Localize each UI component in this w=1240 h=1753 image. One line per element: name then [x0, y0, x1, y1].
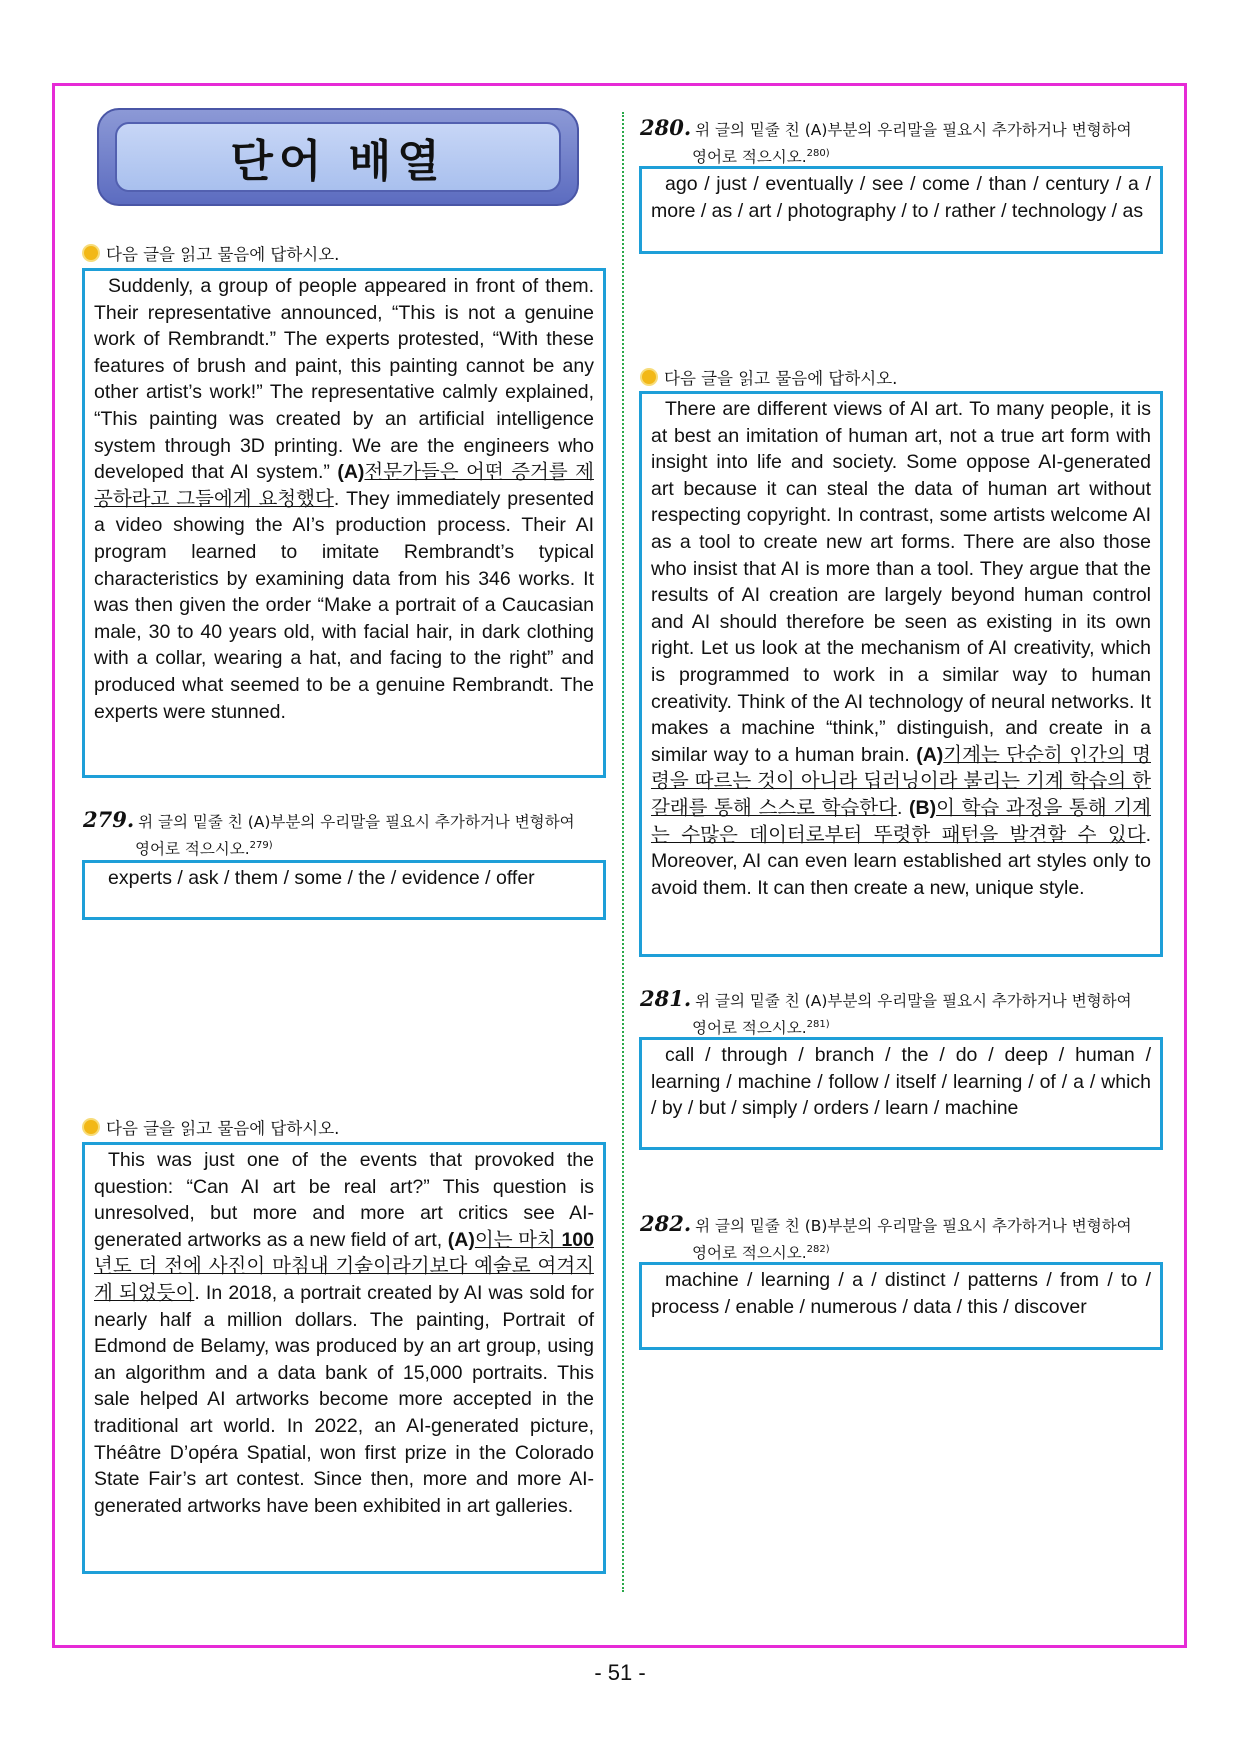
footnote-mark: 279) [249, 840, 273, 851]
passage-3-text-end: . Moreover, AI can even learn established art styles only to avoid them. It can then create a new, unique style. [651, 823, 1151, 899]
question-text-2: 영어로 적으시오. [692, 148, 807, 167]
passage-2 [82, 1142, 606, 1574]
footnote-mark: 280) [806, 148, 830, 159]
footnote-mark: 282) [806, 1244, 830, 1255]
marker-a: (A) [337, 461, 365, 484]
instruction-text: 다음 글을 읽고 물음에 답하시오. [106, 245, 340, 264]
column-divider [622, 112, 624, 1592]
flower-icon [84, 246, 98, 260]
question-text: 위 글의 밑줄 친 (A)부분의 우리말을 필요시 추가하거나 변형하여 [695, 992, 1132, 1010]
marker-a: (A) [447, 1228, 475, 1251]
question-282 [640, 1212, 1180, 1265]
underlined-a-2: 년도 더 전에 사진이 마침내 기술이라기보다 예술로 여겨지게 되었듯이 [94, 1255, 594, 1304]
passage-1 [82, 268, 606, 778]
underlined-a-number: 100 [561, 1228, 594, 1251]
question-text: 위 글의 밑줄 친 (A)부분의 우리말을 필요시 추가하거나 변형하여 [695, 121, 1132, 139]
passage-2-text: This was just one of the events that provoked the question: “Can AI art be real art?” This question is unresolved, but more and more art critics see AI-generated artworks as a new field of art, [94, 1149, 594, 1251]
instruction-2 [84, 1115, 339, 1139]
question-text-2: 영어로 적으시오. [692, 1019, 807, 1038]
instruction-1 [84, 241, 339, 265]
passage-3-text: There are different views of AI art. To many people, it is at best an imitation of human art, not a true art form with insight into life and society. Some oppose AI-generated art because it can steal the data of human art without respecting copyright. In contrast, some artists welcome AI as a tool to create new art forms. There are also those who insist that AI is more than a tool. They argue that the results of AI creation are largely beyond human control and AI should therefore be seen as existing in its own right. Let us look at the mechanism of AI creativity, which is programmed to work in a similar way to human creativity. Think of the AI technology of neural networks. It makes a machine “think,” distinguish, and create in a similar way to a human brain. [651, 398, 1151, 766]
title-badge [97, 108, 579, 206]
question-number: 282. [640, 1211, 692, 1236]
underlined-a-1: 이는 마치 [474, 1228, 562, 1251]
question-number: 281. [640, 986, 692, 1011]
separator: . [896, 796, 910, 819]
instruction-text: 다음 글을 읽고 물음에 답하시오. [106, 1119, 340, 1138]
underlined-a: 전문가들은 어떤 증거를 제공하라고 그들에게 요청했다 [94, 461, 594, 510]
passage-3 [639, 391, 1163, 957]
question-text: 위 글의 밑줄 친 (B)부분의 우리말을 필요시 추가하거나 변형하여 [695, 1217, 1132, 1235]
page-title: 단어 배열 [230, 136, 446, 187]
instruction-text: 다음 글을 읽고 물음에 답하시오. [664, 369, 898, 388]
question-text: 위 글의 밑줄 친 (A)부분의 우리말을 필요시 추가하거나 변형하여 [138, 813, 575, 831]
question-281 [640, 987, 1180, 1040]
question-number: 280. [640, 115, 692, 140]
question-280 [640, 116, 1180, 169]
marker-a: (A) [916, 743, 944, 766]
underlined-a: 기계는 단순히 인간의 명령을 따르는 것이 아니라 딥러닝이라 불리는 기계 학습의 한 갈래를 통해 스스로 학습한다 [651, 743, 1151, 819]
title-badge-inner [115, 122, 561, 192]
instruction-3 [642, 365, 897, 389]
passage-1-text-end: . They immediately presented a video showing the AI’s production process. Their AI program learned to imitate Rembrandt’s typical characteristics by examining data from his 346 works. It was then given the order “Make a portrait of a Caucasian male, 30 to 40 years old, with facial hair, in dark clothing with a collar, wearing a hat, and facing to the right” and produced what seemed to be a genuine Rembrandt. The experts were stunned. [94, 487, 594, 723]
underlined-b: 이 학습 과정을 통해 기계는 수많은 데이터로부터 뚜렷한 패턴을 발견할 수 있다 [651, 796, 1151, 846]
question-number: 279. [83, 807, 135, 832]
question-text-2: 영어로 적으시오. [135, 840, 250, 859]
question-text-2: 영어로 적으시오. [692, 1244, 807, 1263]
passage-1-text: Suddenly, a group of people appeared in front of them. Their representative announced, “This is not a genuine work of Rembrandt.” The experts protested, “With these features of brush and paint, this painting cannot be any other artist’s work!” The representative calmly explained, “This painting was created by an artificial intelligence system through 3D printing. We are the engineers who developed that AI system.” [94, 275, 594, 484]
passage-2-text-end: . In 2018, a portrait created by AI was sold for nearly half a million dollars. The painting, Portrait of Edmond de Belamy, was produced by an art group, using an algorithm and a data bank of 15,000 portraits. This sale helped AI artworks become more accepted in the traditional art world. In 2022, an AI-generated picture, Théâtre D’opéra Spatial, won first prize in the Colorado State Fair’s art contest. Since then, more and more AI-generated artworks have been exhibited in art galleries. [94, 1281, 594, 1517]
flower-icon [642, 370, 656, 384]
flower-icon [84, 1120, 98, 1134]
word-bank-282: machine / learning / a / distinct / patterns / from / to / process / enable / numerous / data / this / discover [639, 1262, 1163, 1350]
word-bank-280: ago / just / eventually / see / come / than / century / a / more / as / art / photography / to / rather / technology / as [639, 166, 1163, 254]
question-279 [83, 808, 613, 861]
word-bank-279: experts / ask / them / some / the / evidence / offer [82, 860, 606, 920]
page-number: - 51 - [594, 1660, 646, 1685]
footnote-mark: 281) [806, 1019, 830, 1030]
marker-b: (B) [909, 796, 937, 819]
word-bank-281: call / through / branch / the / do / deep / human / learning / machine / follow / itself / learning / of / a / which / by / but / simply / orders / learn / machine [639, 1037, 1163, 1150]
